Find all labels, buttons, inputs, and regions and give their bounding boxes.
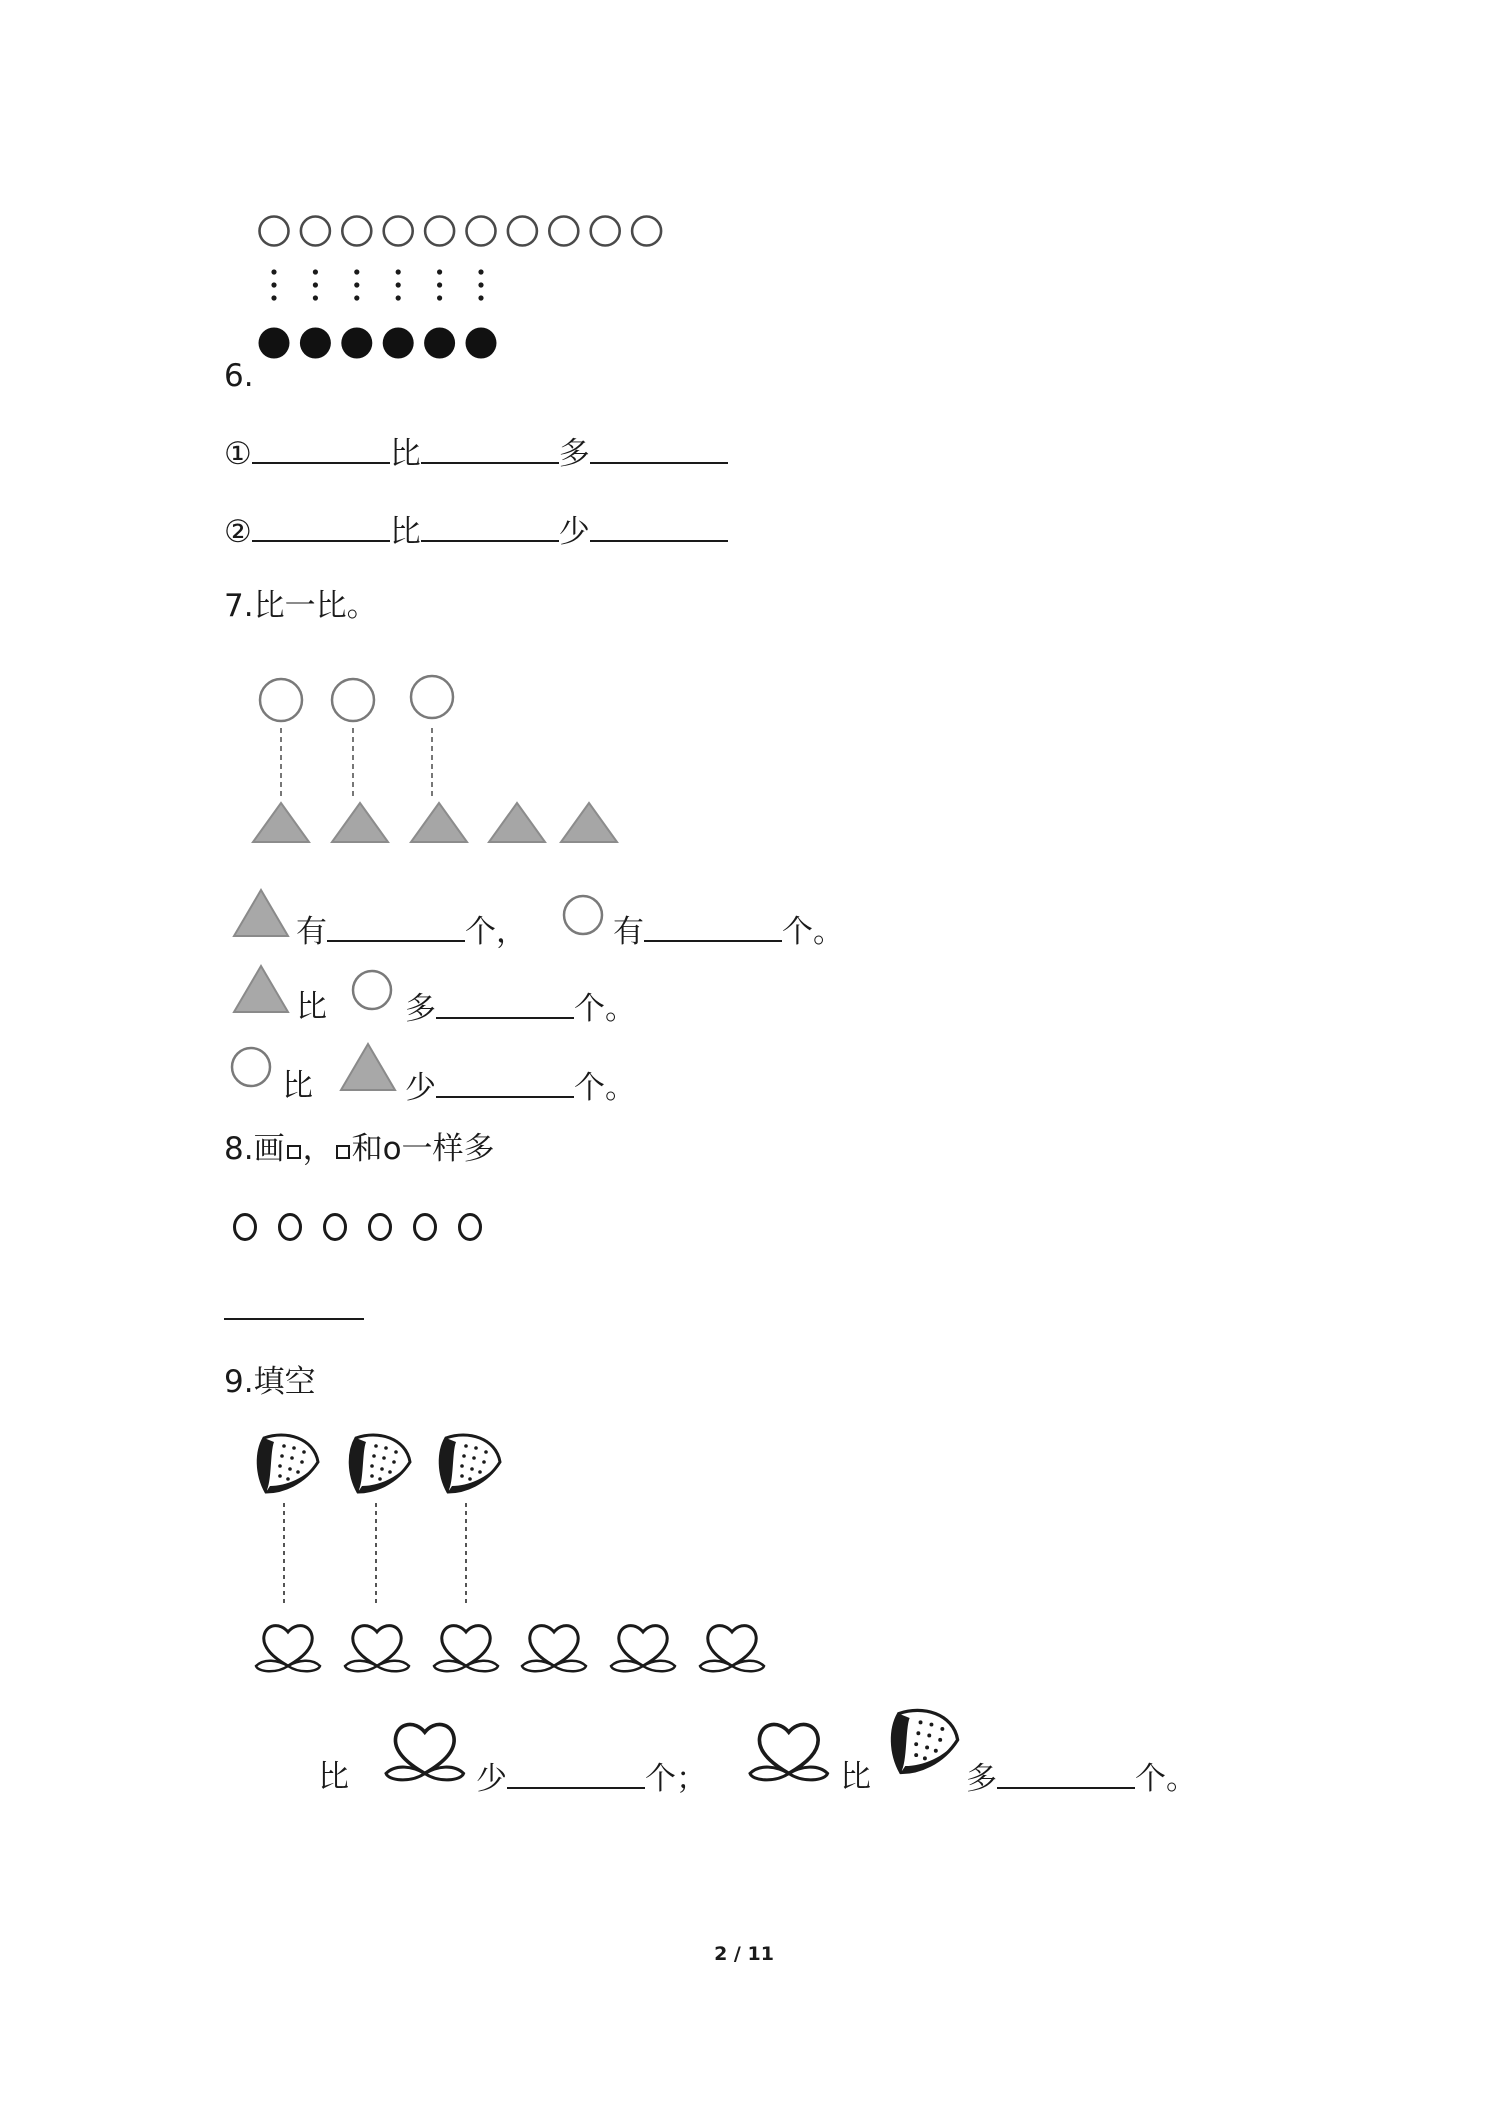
- q7-line-1-text: 个。: [782, 914, 844, 950]
- peach: [345, 1626, 409, 1672]
- q8-title-text: 8.画: [224, 1131, 285, 1167]
- q9-text-3: 个；: [645, 1761, 707, 1797]
- q8-rest: 和o一样多: [351, 1131, 495, 1167]
- q9-peaches: [256, 1626, 764, 1672]
- q9-sentence-1: [476, 1757, 707, 1799]
- q7-title: 7.比一比。: [224, 588, 378, 624]
- q9-title: 9.填空: [224, 1364, 316, 1400]
- page-number: 2 / 11: [714, 1943, 774, 1965]
- q6-row-1-word: 多: [558, 436, 590, 472]
- answer-blank[interactable]: [507, 1757, 645, 1789]
- watermelon: [440, 1435, 500, 1492]
- q7-line-2-compare: 比: [296, 989, 327, 1025]
- q7-line-1-text: 有: [296, 914, 327, 950]
- q9-sentence-2: [966, 1757, 1197, 1799]
- answer-blank[interactable]: [997, 1757, 1135, 1789]
- peach: [256, 1626, 320, 1672]
- peach-icon: [740, 1708, 840, 1788]
- q7-line-2-text: 多: [405, 991, 436, 1027]
- q6-row-2-word: 比: [389, 514, 421, 550]
- q7-line-1-text: 有: [613, 914, 644, 950]
- q7-line-3-text: 个。: [574, 1070, 636, 1106]
- peach: [434, 1626, 498, 1672]
- q9-text-6: 个。: [1135, 1761, 1197, 1797]
- watermelon: [258, 1435, 318, 1492]
- peach: [522, 1626, 586, 1672]
- q7-line-1-text: 个，: [465, 914, 527, 950]
- q9-dashed-links: [284, 1503, 466, 1603]
- watermelon-icon: [890, 1707, 962, 1777]
- q6-row-1-word: 比: [389, 436, 421, 472]
- q6-row-2-word: 少: [558, 514, 590, 550]
- watermelon: [350, 1435, 410, 1492]
- q9-text-4: 比: [840, 1759, 871, 1795]
- q9-watermelons: [258, 1435, 500, 1492]
- q9-text-2: 少: [476, 1761, 507, 1797]
- q6-row-1-marker: ①: [224, 436, 252, 472]
- peach-icon: [376, 1708, 476, 1788]
- q9-text-1: 比: [318, 1759, 349, 1795]
- q6-row-2-marker: ②: [224, 514, 252, 550]
- q9-text-5: 多: [966, 1761, 997, 1797]
- peach: [611, 1626, 675, 1672]
- q7-line-2-text: 个。: [574, 991, 636, 1027]
- q6-number: 6.: [224, 358, 254, 394]
- peach: [700, 1626, 764, 1672]
- q8-comma: ，: [302, 1131, 334, 1167]
- q7-line-3-compare: 比: [282, 1068, 313, 1104]
- q7-line-3-text: 少: [405, 1070, 436, 1106]
